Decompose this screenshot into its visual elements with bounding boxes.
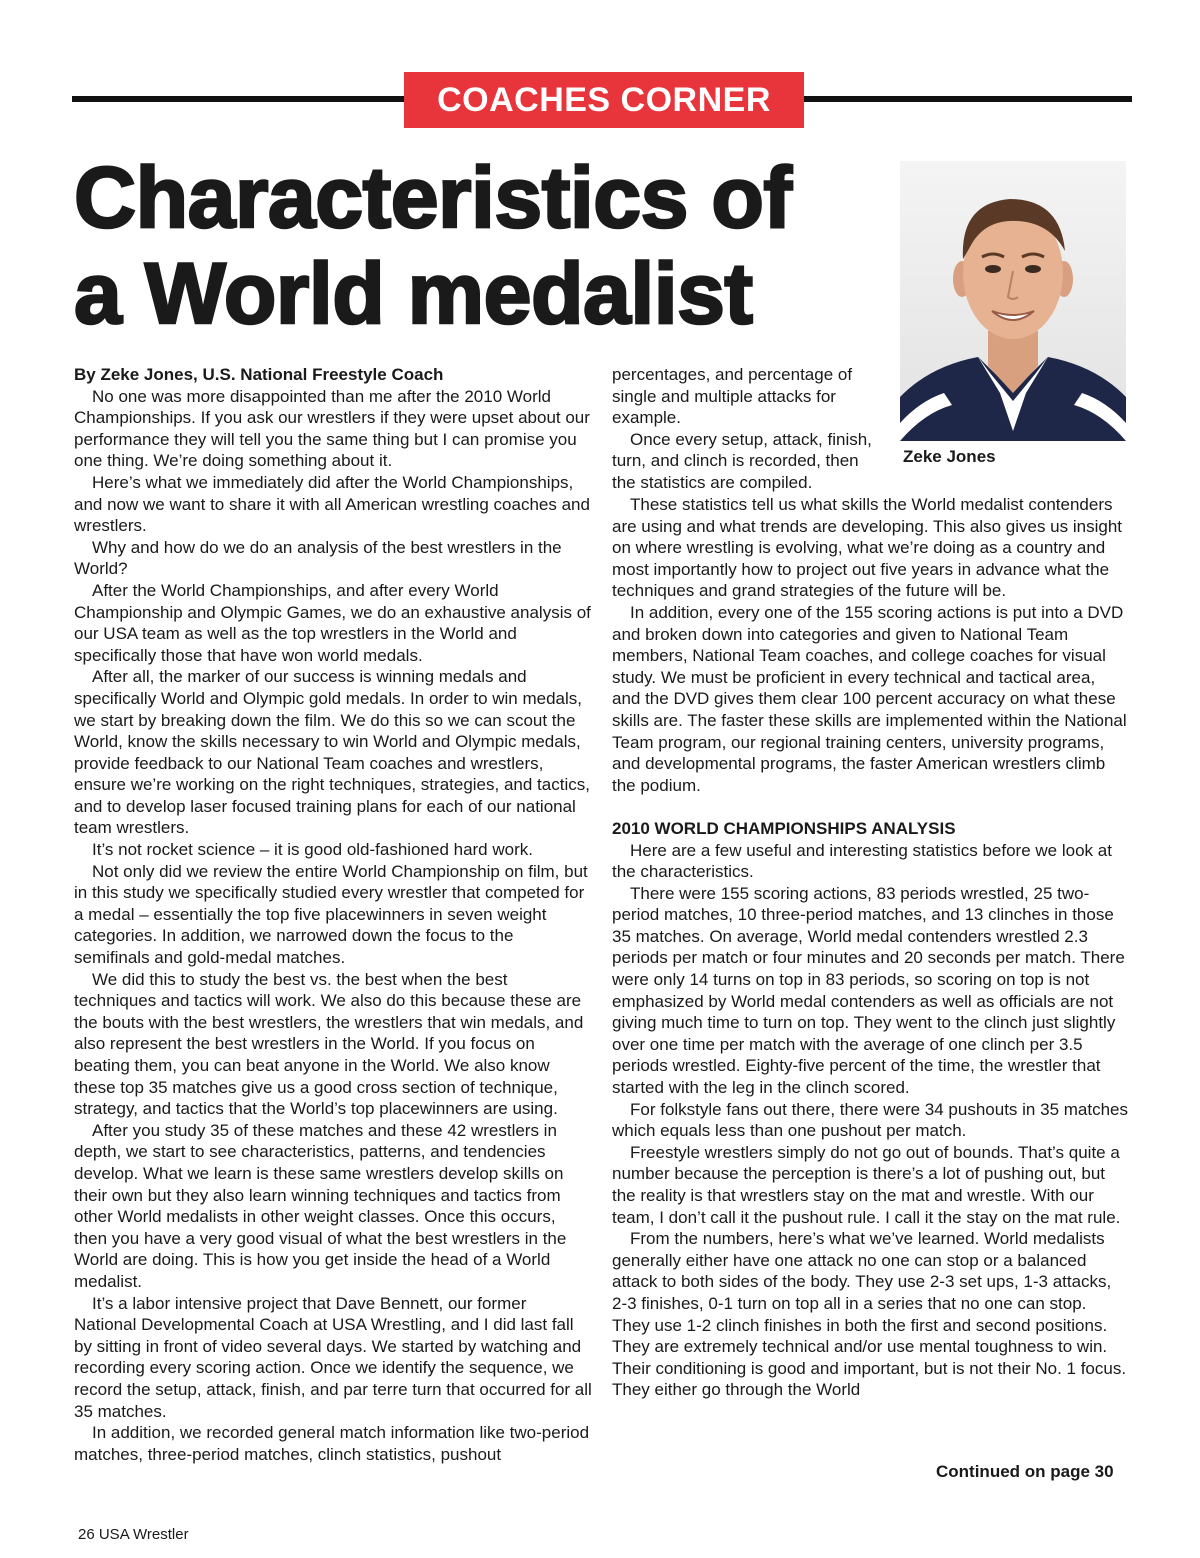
- paragraph: It’s a labor intensive project that Dave Bennett, our former National Developmental Coach at USA Wrestling, and I did last fall by sitting in front of video several days. We started by watching and recording every scoring action. Once we identify the sequence, we record the setup, attack, finish, and par terre turn that occurred for all 35 matches.: [74, 1293, 592, 1421]
- paragraph: We did this to study the best vs. the best when the best techniques and tactics will work. We also do this because these are the bouts with the best wrestlers, the wrestlers that win medals, and also represent the best wrestlers in the World. If you focus on beating them, you can beat anyone in the World. We also know these top 35 matches give us a good cross section of technique, strategy, and tactics that the World’s top placewinners are using.: [74, 969, 584, 1119]
- paragraph: Not only did we review the entire World Championship on film, but in this study we specifically studied every wrestler that competed for a medal – essentially the top five placewinners in seven weight categories. In addition, we narrowed down the focus to the semifinals and gold-medal matches.: [74, 861, 588, 968]
- headline: [74, 150, 874, 342]
- article-column-1: [74, 364, 592, 1465]
- paragraph: Freestyle wrestlers simply do not go out of bounds. That’s quite a number because the perception is there’s a lot of pushing out, but the reality is that wrestlers stay on the mat and wrestle. With our team, I don’t call it the pushout rule. I call it the stay on the mat rule.: [612, 1142, 1121, 1227]
- header-rule-right: [804, 96, 1132, 102]
- paragraph: These statistics tell us what skills the World medalist contenders are using and what trends are developing. This also gives us insight on where wrestling is evolving, what we’re doing as a country and most importantly how to project out five years in advance what the techniques and grand strategies of the future will be.: [612, 495, 1122, 601]
- paragraph: percentages, and percentage of single and multiple attacks for example.: [612, 365, 853, 428]
- paragraph: For folkstyle fans out there, there were 34 pushouts in 35 matches which equals less than one pushout per match.: [612, 1099, 1128, 1141]
- article-column-2: [612, 494, 1128, 1401]
- paragraph: After you study 35 of these matches and these 42 wrestlers in depth, we start to see characteristics, patterns, and tendencies develop. What we learn is these same wrestlers develop skills on their own but they also learn winning techniques and tactics from other World medalists in other weight classes. Once this occurs, then you have a very good visual of what the best wrestlers in the World are doing. This is how you get inside the head of a World medalist.: [74, 1120, 567, 1291]
- article-column-2-top: [612, 364, 874, 494]
- page-folio: 26 USA Wrestler: [78, 1526, 189, 1543]
- photo-caption: Zeke Jones: [903, 447, 996, 466]
- paragraph: After all, the marker of our success is winning medals and specifically World and Olympic gold medals. In order to win medals, we start by breaking down the film. We do this so we can scout the World, know the skills necessary to win World and Olympic medals, provide feedback to our National Team coaches and wrestlers, ensure we’re working on the right techniques, strategies, and tactics, and to develop laser focused training plans for each of our national team wrestlers.: [74, 667, 590, 838]
- paragraph: Here are a few useful and interesting statistics before we look at the characteristics.: [612, 840, 1112, 882]
- paragraph: From the numbers, here’s what we’ve learned. World medalists generally either have one attack no one can stop or a balanced attack to both sides of the body. They use 2-3 set ups, 1-3 attacks, 2-3 finishes, 0-1 turn on top all in a series that no one can stop. They use 1-2 clinch finishes in both the first and second positions. They are extremely technical and/or use mental toughness to win. Their conditioning is good and important, but is not their No. 1 focus. They either go through the World: [612, 1229, 1127, 1400]
- header-rule-left: [72, 96, 406, 102]
- headline-line-1: Characteristics of: [74, 150, 792, 246]
- paragraph: No one was more disappointed than me after the 2010 World Championships. If you ask our wrestlers if they were upset about our performance they will tell you the same thing but I can promise you one thing. We’re doing something about it.: [74, 386, 590, 471]
- paragraph: Here’s what we immediately did after the World Championships, and now we want to share it with all American wrestling coaches and wrestlers.: [74, 472, 590, 536]
- byline: By Zeke Jones, U.S. National Freestyle Coach: [74, 365, 444, 384]
- section-label: COACHES CORNER: [404, 72, 804, 128]
- paragraph: After the World Championships, and after every World Championship and Olympic Games, we do an exhaustive analysis of our USA team as well as the top wrestlers in the World and specifically those that have won world medals.: [74, 580, 591, 665]
- paragraph: In addition, every one of the 155 scoring actions is put into a DVD and broken down into categories and given to National Team members, National Team coaches, and college coaches for visual study. We must be proficient in every technical and tactical area, and the DVD gives them clear 100 percent accuracy on what these skills are. The faster these skills are implemented within the National Team program, our regional training centers, university programs, and developmental programs, the faster American wrestlers climb the podium.: [612, 602, 1127, 795]
- paragraph: Why and how do we do an analysis of the best wrestlers in the World?: [74, 537, 562, 579]
- headline-line-2: a World medalist: [74, 246, 753, 342]
- paragraph: Once every setup, attack, finish, turn, and clinch is recorded, then the statistics are compiled.: [612, 429, 872, 492]
- paragraph: There were 155 scoring actions, 83 periods wrestled, 25 two-period matches, 10 three-period matches, and 13 clinches in those 35 matches. On average, World medal contenders wrestled 2.3 periods per match or four minutes and 20 seconds per match. There were only 14 turns on top in 83 periods, so scoring on top is not emphasized by World medal contenders as well as officials are not giving much time to turn on top. They went to the clinch just slightly over one time per match with the average of one clinch per 3.5 periods wrestled. Eighty-five percent of the time, the wrestler that started with the leg in the clinch scored.: [612, 883, 1125, 1098]
- paragraph: In addition, we recorded general match information like two-period matches, three-period matches, clinch statistics, pushout: [74, 1423, 590, 1464]
- section-subhead: 2010 WORLD CHAMPIONSHIPS ANALYSIS: [612, 818, 956, 838]
- author-photo: [900, 161, 1126, 441]
- paragraph: It’s not rocket science – it is good old-fashioned hard work.: [92, 840, 533, 860]
- continued-note: Continued on page 30: [936, 1462, 1114, 1481]
